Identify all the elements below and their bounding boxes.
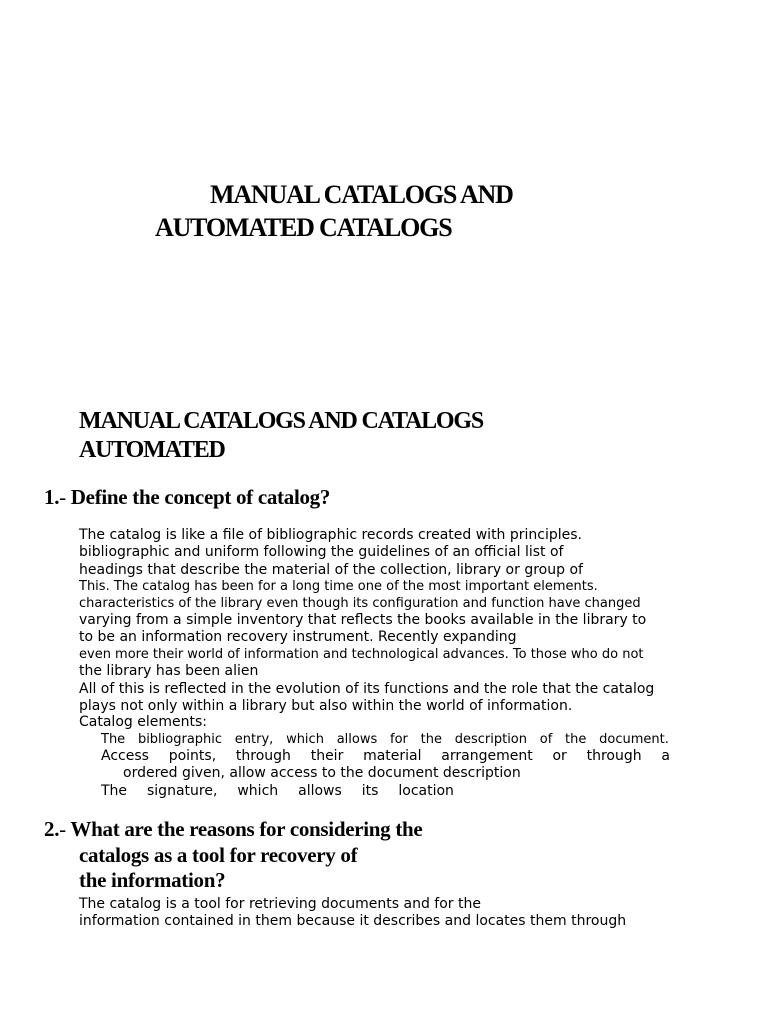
word: Access [101,748,149,764]
word: bibliographic [137,732,223,747]
word: allows [336,732,378,747]
word: a [661,748,670,764]
word: for [390,732,408,747]
question-2-heading-line-3: the information? [79,868,226,892]
answer-1-line: plays not only within a library but also within the world of information. [79,698,573,714]
word: the [565,732,587,747]
word: description [454,732,527,747]
word: its [361,783,379,799]
question-2-heading-line-2: catalogs as a tool for recovery of [79,843,358,867]
word: points, [168,748,217,764]
word: their [310,748,344,764]
answer-2-line: The catalog is a tool for retrieving documents and for the [79,896,481,912]
document-title-line-1: MANUAL CATALOGS AND [210,180,513,209]
word: of [539,732,553,747]
question-1-heading [44,485,330,510]
word: the [420,732,442,747]
answer-1-line: All of this is reflected in the evolution of its functions and the role that the catalog [79,681,655,697]
word: document. [599,732,669,747]
word: The [101,783,128,799]
word: The [101,732,126,747]
answer-1-line: This. The catalog has been for a long time one of the most important elements. [79,579,598,594]
question-1-text: Define the concept of catalog? [65,485,331,509]
section-heading-line-2: AUTOMATED [79,437,225,463]
word: or [552,748,567,764]
catalog-element-item-3 [101,783,454,800]
answer-1-line: headings that describe the material of the collection, library or group of [79,562,583,578]
question-2-dash: - [59,817,66,841]
word: which [286,732,324,747]
catalog-element-item-2-continued: ordered given, allow access to the document description [123,765,521,781]
answer-2-line: information contained in them because it describes and locates them through [79,913,627,929]
question-2-heading-line-1 [44,817,422,842]
document-title-line-2: AUTOMATED CATALOGS [155,213,452,242]
answer-1-line: characteristics of the library even though its configuration and function have changed [79,596,641,611]
catalog-element-item-2 [101,748,670,765]
answer-1-line: The catalog is like a file of bibliographic records created with principles. [79,527,583,543]
word: through [235,748,291,764]
word: location [398,783,454,799]
question-1-number: 1. [44,485,60,509]
answer-1-line: varying from a simple inventory that reflects the books available in the library to [79,612,647,628]
catalog-elements-label: Catalog elements: [79,714,207,730]
word: arrangement [441,748,533,764]
answer-1-line: bibliographic and uniform following the guidelines of an official list of [79,544,564,560]
word: allows [298,783,342,799]
question-2-text: What are the reasons for considering the [65,817,423,841]
question-2-number: 2. [44,817,60,841]
section-heading-line-1: MANUAL CATALOGS AND CATALOGS [79,408,484,434]
answer-1-line: the library has been alien [79,663,259,679]
answer-1-line: to be an information recovery instrument. Recently expanding [79,629,517,645]
word: which [237,783,279,799]
word: material [363,748,422,764]
catalog-element-item-1 [101,731,669,748]
answer-1-line: even more their world of information and technological advances. To those who do not [79,647,644,662]
question-1-dash: - [59,485,66,509]
word: through [586,748,642,764]
word: entry, [234,732,274,747]
word: signature, [147,783,218,799]
